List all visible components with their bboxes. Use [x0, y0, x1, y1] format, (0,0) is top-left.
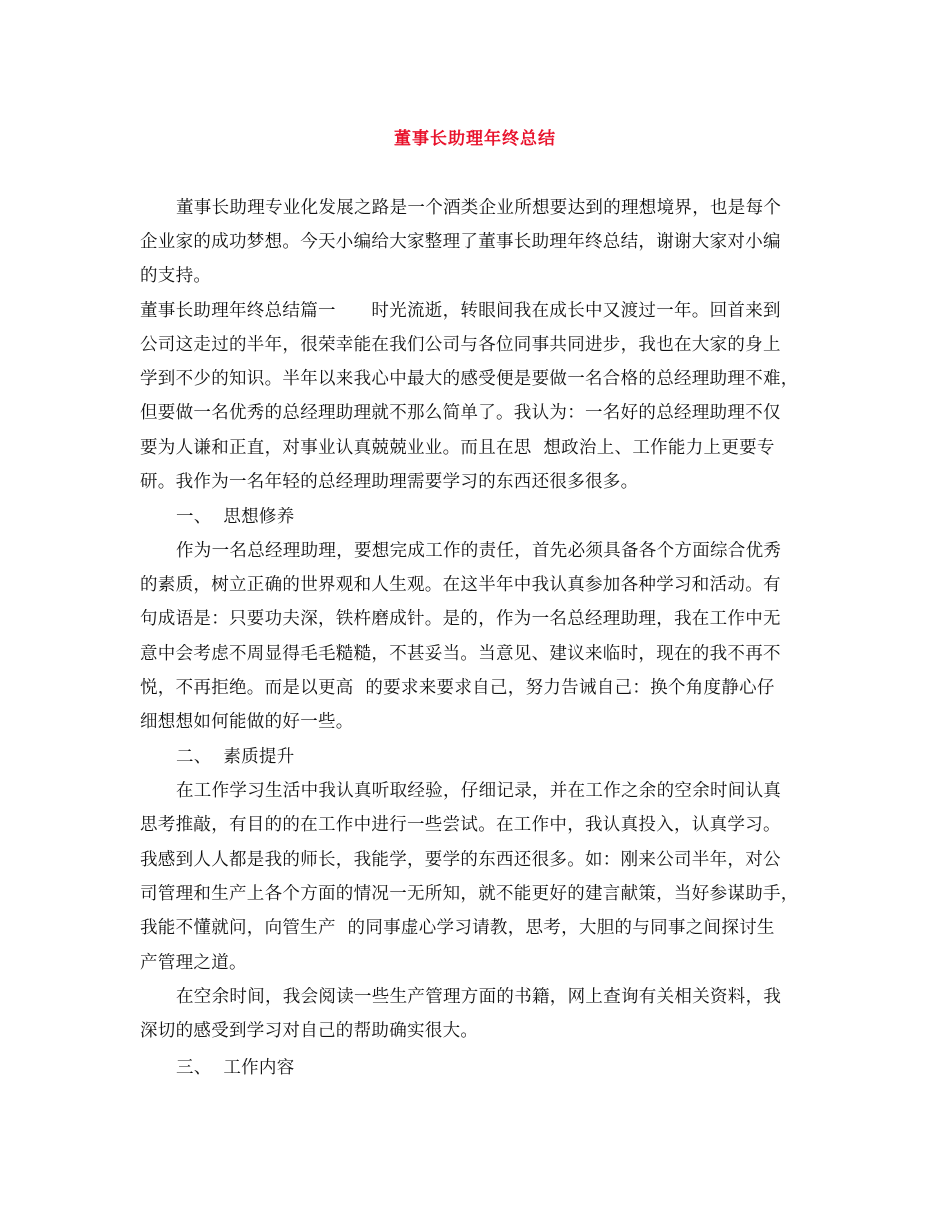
text-line: 公司这走过的半年，很荣幸能在我们公司与各位同事共同进步，我也在大家的身上 — [140, 335, 781, 355]
text-line: 产管理之道。 — [140, 953, 247, 973]
text-line: 深切的感受到学习对自己的帮助确实很大。 — [140, 1021, 479, 1041]
text-line: 董事长助理专业化发展之路是一个酒类企业所想要达到的理想境界，也是每个 — [176, 198, 782, 218]
section-heading: 一、 思想修养 — [176, 507, 295, 527]
text-line: 的支持。 — [140, 266, 212, 286]
text-line: 司管理和生产上各个方面的情况一无所知，就不能更好的建言献策，当好参谋助手， — [140, 884, 799, 904]
text-line: 但要做一名优秀的总经理助理就不那么简单了。我认为：一名好的总经理助理不仅 — [140, 403, 781, 423]
text-line: 在空余时间，我会阅读一些生产管理方面的书籍，网上查询有关相关资料，我 — [176, 987, 782, 1007]
text-line: 学到不少的知识。半年以来我心中最大的感受便是要做一名合格的总经理助理不难， — [140, 369, 799, 389]
section-heading: 二、 素质提升 — [176, 747, 295, 767]
text-line: 悦，不再拒绝。而是以更高 的要求来要求自己，努力告诫自己：换个角度静心仔 — [140, 678, 775, 698]
text-line: 意中会考虑不周显得毛毛糙糙，不甚妥当。当意见、建议来临时，现在的我不再不 — [140, 644, 781, 664]
text-line: 研。我作为一名年轻的总经理助理需要学习的东西还很多很多。 — [140, 472, 639, 492]
text-line: 思考推敲，有目的的在工作中进行一些尝试。在工作中，我认真投入，认真学习。 — [140, 815, 781, 835]
text-line: 作为一名总经理助理，要想完成工作的责任，首先必须具备各个方面综合优秀 — [176, 541, 782, 561]
text-line: 我感到人人都是我的师长，我能学，要学的东西还很多。如：刚来公司半年，对公 — [140, 850, 781, 870]
text-line: 要为人谦和正直，对事业认真兢兢业业。而且在思 想政治上、工作能力上更要专 — [140, 438, 775, 458]
text-line: 句成语是：只要功夫深，铁杵磨成针。是的，作为一名总经理助理，我在工作中无 — [140, 609, 781, 629]
text-line: 企业家的成功梦想。今天小编给大家整理了董事长助理年终总结，谢谢大家对小编 — [140, 232, 781, 252]
text-line: 我能不懂就问，向管生产 的同事虚心学习请教，思考，大胆的与同事之间探讨生 — [140, 918, 775, 938]
text-line: 细想想如何能做的好一些。 — [140, 712, 354, 732]
section-heading: 三、 工作内容 — [176, 1058, 295, 1078]
document-title: 董事长助理年终总结 — [394, 129, 556, 149]
text-line: 董事长助理年终总结篇一 时光流逝，转眼间我在成长中又渡过一年。回首来到 — [140, 301, 781, 321]
text-line: 在工作学习生活中我认真听取经验，仔细记录，并在工作之余的空余时间认真 — [176, 781, 782, 801]
text-line: 的素质，树立正确的世界观和人生观。在这半年中我认真参加各种学习和活动。有 — [140, 575, 781, 595]
